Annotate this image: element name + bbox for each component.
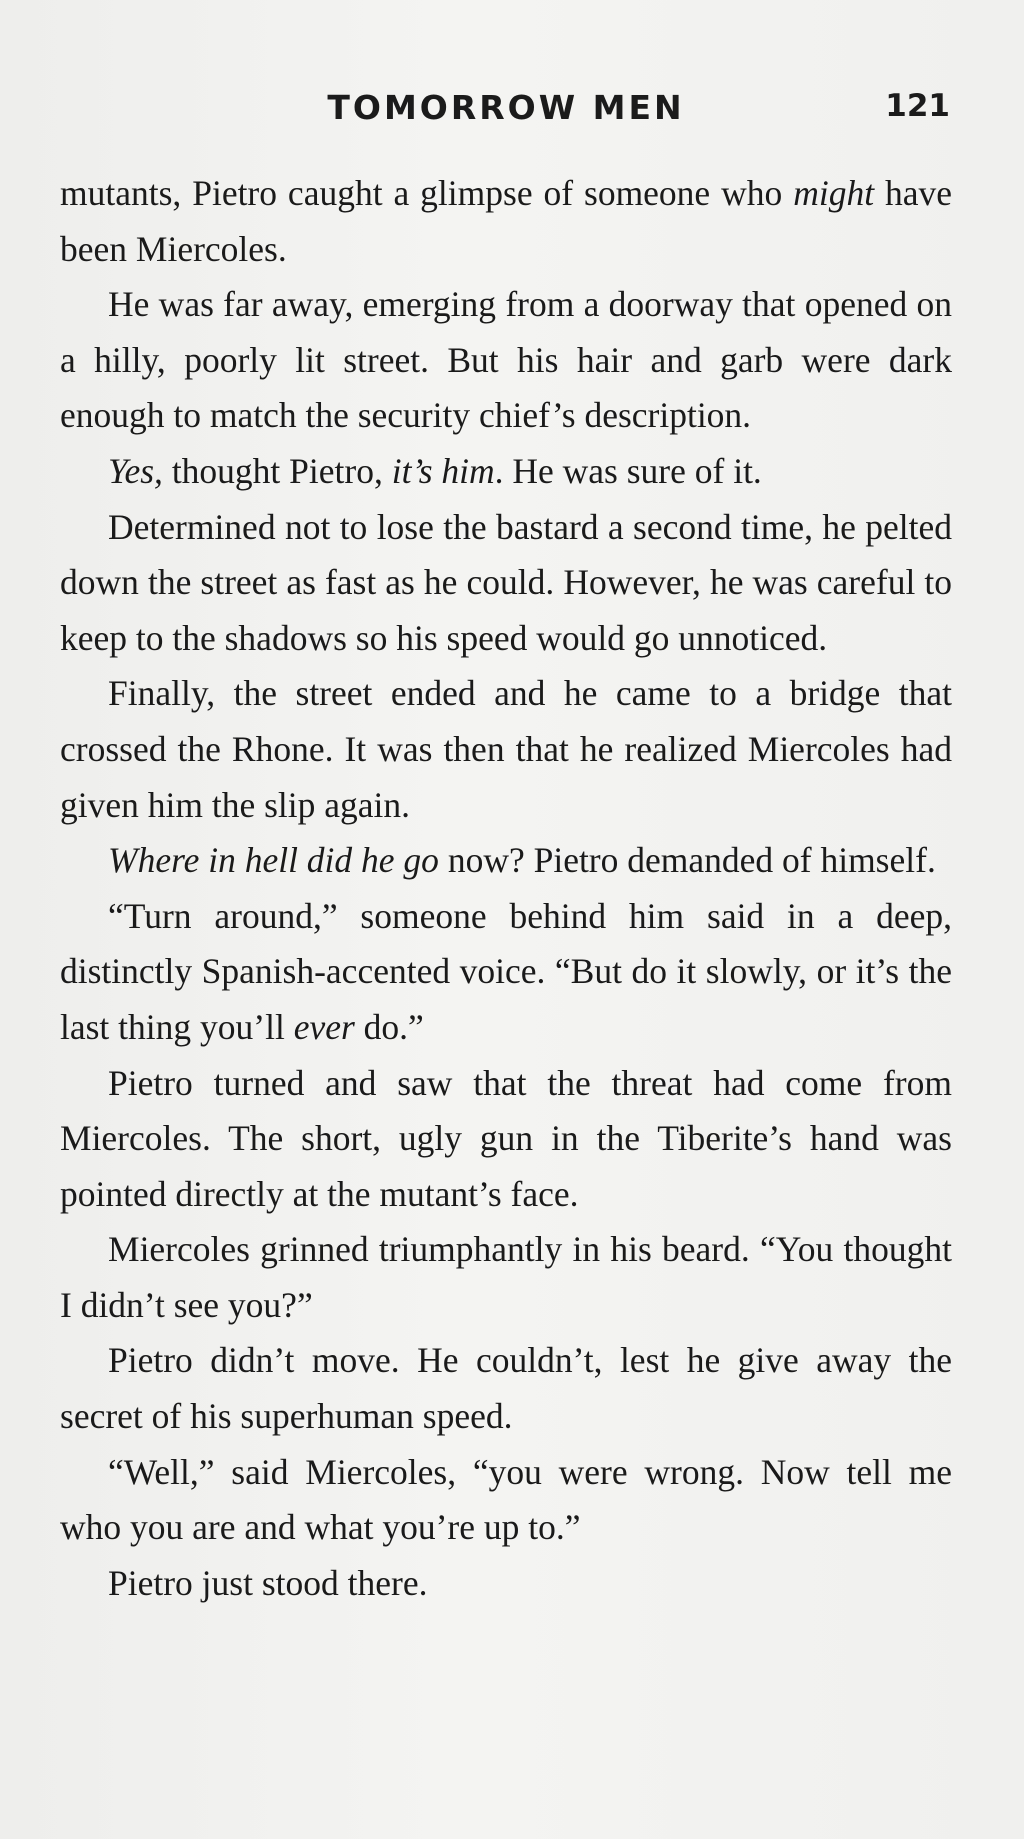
paragraph-7: [60, 889, 952, 1056]
paragraph-3-italic-its-him: it’s him: [391, 450, 495, 491]
paragraph-1-text-a: mutants, Pietro caught a glimpse of someone who: [60, 173, 794, 213]
paragraph-1-italic-might: might: [793, 173, 875, 213]
paragraph-3: [60, 444, 952, 500]
paragraph-7-text-a: “Turn around,” someone behind him said in a deep, distinctly Spanish-accented voice. “But do it slowly, or it’s the last thing you’ll: [60, 895, 952, 1047]
paragraph-1: [60, 166, 952, 277]
paragraph-7-italic-ever: ever: [293, 1006, 355, 1047]
body-text: [60, 166, 952, 1611]
paragraph-6: [60, 833, 952, 889]
paragraph-3-text-d: . He was sure of it.: [494, 450, 762, 491]
paragraph-9: Miercoles grinned triumphantly in his beard. “You thought I didn’t see you?”: [60, 1229, 952, 1325]
paragraph-12: Pietro just stood there.: [108, 1562, 428, 1603]
paragraph-6-text-b: now? Pietro demanded of himself.: [438, 840, 936, 881]
paragraph-4: Determined not to lose the bastard a second time, he pelted down the street as fast as he could. However, he was careful to keep to the shadows so his speed would go unnoticed.: [60, 506, 952, 658]
paragraph-1-text-c: have been Miercoles.: [60, 173, 953, 269]
paragraph-8: Pietro turned and saw that the threat had come from Miercoles. The short, ugly gun in the Tiberite’s hand was pointed directly at the mutant’s face.: [60, 1062, 952, 1214]
paragraph-2: He was far away, emerging from a doorway that opened on a hilly, poorly lit street. But his hair and garb were dark enough to match the security chief’s description.: [60, 284, 952, 436]
paragraph-3-italic-yes: Yes,: [108, 450, 163, 491]
paragraph-10: Pietro didn’t move. He couldn’t, lest he give away the secret of his superhuman speed.: [60, 1340, 952, 1437]
page-number: 121: [885, 88, 950, 124]
paragraph-3-text-b: thought Pietro,: [162, 450, 392, 491]
paragraph-5: Finally, the street ended and he came to a bridge that crossed the Rhone. It was then that he realized Miercoles had given him the slip again.: [60, 673, 952, 825]
running-title: TOMORROW MEN: [327, 88, 685, 127]
running-header: [60, 88, 952, 138]
paragraph-11: “Well,” said Miercoles, “you were wrong. Now tell me who you are and what you’re up to.”: [60, 1451, 952, 1548]
paragraph-6-italic-question: Where in hell did he go: [108, 840, 439, 881]
paragraph-7-text-c: do.”: [354, 1006, 424, 1047]
